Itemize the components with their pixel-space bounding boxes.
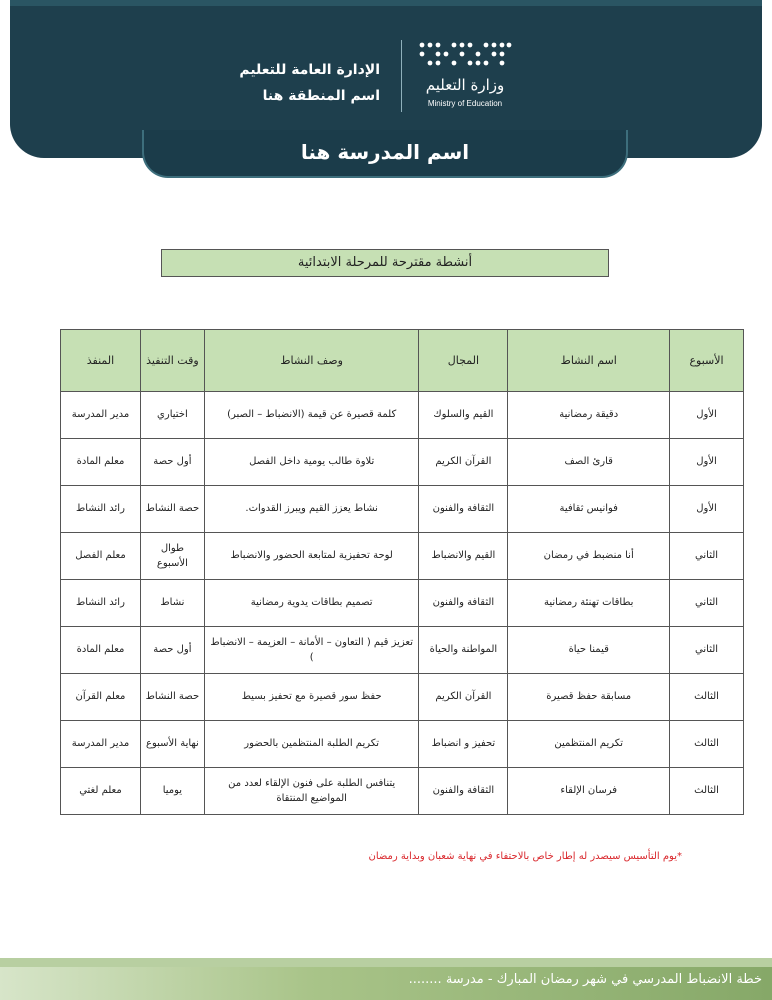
region-name-label: اسم المنطقة هنا [262, 88, 380, 104]
cell-domain: المواطنة والحياة [419, 627, 508, 674]
cell-domain: القرآن الكريم [419, 439, 508, 486]
cell-executor: معلم لغتي [61, 768, 141, 815]
school-name: اسم المدرسة هنا [300, 140, 470, 164]
footer-text: خطة الانضباط المدرسي في شهر رمضان المبارك - مدرسة ........ [408, 972, 762, 987]
cell-week: الثالث [670, 768, 744, 815]
cell-week: الثاني [670, 627, 744, 674]
footer-stripe [0, 958, 772, 967]
cell-activity-name: قيمنا حياة [508, 627, 670, 674]
cell-executor: مدير المدرسة [61, 721, 141, 768]
cell-time: حصة النشاط [140, 674, 204, 721]
header-top-strip [10, 0, 762, 6]
column-header-week: الأسبوع [670, 330, 744, 392]
cell-week: الثاني [670, 533, 744, 580]
cell-description: نشاط يعزز القيم ويبرز القدوات. [204, 486, 419, 533]
foundation-day-note: *يوم التأسيس سيصدر له إطار خاص بالاحتفاء في نهاية شعبان وبداية رمضان [368, 851, 682, 862]
cell-activity-name: تكريم المنتظمين [508, 721, 670, 768]
table-row [61, 721, 744, 768]
page-title: أنشطة مقترحة للمرحلة الابتدائية [161, 249, 609, 277]
cell-week: الثاني [670, 580, 744, 627]
column-header-time: وقت التنفيذ [140, 330, 204, 392]
table-row [61, 580, 744, 627]
cell-activity-name: فرسان الإلقاء [508, 768, 670, 815]
table-row [61, 392, 744, 439]
cell-week: الأول [670, 439, 744, 486]
cell-time: حصة النشاط [140, 486, 204, 533]
column-header-activity-name: اسم النشاط [508, 330, 670, 392]
cell-activity-name: بطاقات تهنئة رمضانية [508, 580, 670, 627]
table-row [61, 486, 744, 533]
cell-description: لوحة تحفيزية لمتابعة الحضور والانضباط [204, 533, 419, 580]
cell-domain: القرآن الكريم [419, 674, 508, 721]
cell-week: الأول [670, 486, 744, 533]
cell-time: أول حصة [140, 627, 204, 674]
cell-domain: الثقافة والفنون [419, 486, 508, 533]
cell-week: الثالث [670, 674, 744, 721]
cell-time: نشاط [140, 580, 204, 627]
table-row [61, 674, 744, 721]
cell-week: الثالث [670, 721, 744, 768]
cell-domain: القيم والسلوك [419, 392, 508, 439]
cell-executor: رائد النشاط [61, 580, 141, 627]
dots-grid-icon [418, 41, 512, 67]
cell-time: أول حصة [140, 439, 204, 486]
ministry-name-arabic: وزارة التعليم [425, 76, 505, 94]
cell-activity-name: أنا منضبط في رمضان [508, 533, 670, 580]
general-administration-label: الإدارة العامة للتعليم [239, 62, 380, 78]
column-header-domain: المجال [419, 330, 508, 392]
cell-time: يوميا [140, 768, 204, 815]
cell-description: تلاوة طالب يومية داخل الفصل [204, 439, 419, 486]
table-row [61, 439, 744, 486]
cell-week: الأول [670, 392, 744, 439]
table-row [61, 627, 744, 674]
table-row [61, 533, 744, 580]
cell-description: تصميم بطاقات يدوية رمضانية [204, 580, 419, 627]
cell-executor: رائد النشاط [61, 486, 141, 533]
cell-description: يتنافس الطلبة على فنون الإلقاء لعدد من المواضيع المنتقاة [204, 768, 419, 815]
activities-table [60, 329, 744, 815]
table-row [61, 768, 744, 815]
logo-divider [401, 40, 402, 112]
cell-executor: معلم المادة [61, 627, 141, 674]
cell-executor: معلم الفصل [61, 533, 141, 580]
column-header-description: وصف النشاط [204, 330, 419, 392]
cell-domain: الثقافة والفنون [419, 580, 508, 627]
cell-description: تعزيز قيم ( التعاون – الأمانة – العزيمة – الانضباط ) [204, 627, 419, 674]
cell-domain: تحفيز و انضباط [419, 721, 508, 768]
cell-time: طوال الأسبوع [140, 533, 204, 580]
cell-executor: مدير المدرسة [61, 392, 141, 439]
ministry-name-english: Ministry of Education [427, 99, 503, 108]
cell-activity-name: فوانيس ثقافية [508, 486, 670, 533]
cell-executor: معلم المادة [61, 439, 141, 486]
cell-description: تكريم الطلبة المنتظمين بالحضور [204, 721, 419, 768]
cell-time: اختياري [140, 392, 204, 439]
school-name-bar [142, 130, 628, 178]
cell-description: كلمة قصيرة عن قيمة (الانضباط – الصبر) [204, 392, 419, 439]
cell-activity-name: دقيقة رمضانية [508, 392, 670, 439]
cell-time: نهاية الأسبوع [140, 721, 204, 768]
cell-activity-name: قارئ الصف [508, 439, 670, 486]
cell-executor: معلم القرآن [61, 674, 141, 721]
cell-description: حفظ سور قصيرة مع تحفيز بسيط [204, 674, 419, 721]
table-header-row [61, 330, 744, 392]
cell-domain: الثقافة والفنون [419, 768, 508, 815]
column-header-executor: المنفذ [61, 330, 141, 392]
cell-activity-name: مسابقة حفظ قصيرة [508, 674, 670, 721]
cell-domain: القيم والانضباط [419, 533, 508, 580]
